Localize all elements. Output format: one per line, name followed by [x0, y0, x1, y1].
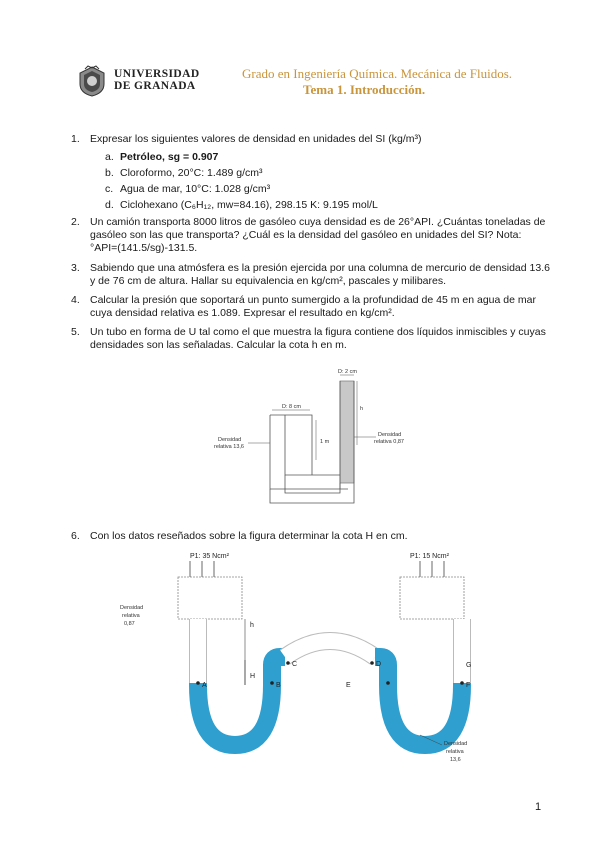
course-title: Grado en Ingeniería Química. Mecánica de Fluidos. [242, 66, 513, 81]
top-width-label: D: 2 cm [338, 369, 357, 375]
H-label: H [250, 673, 256, 680]
university-name [114, 68, 200, 92]
h-label: h [250, 622, 254, 629]
q6-text: Con los datos reseñados sobre la figura determinar la cota H en cm. [90, 530, 408, 542]
q1c-letter: c. [105, 183, 114, 195]
left-width-label: D: 8 cm [282, 404, 301, 410]
height-1m-label: 1 m [320, 439, 330, 445]
q2-number: 2. [71, 216, 80, 228]
figure-u-tube [200, 365, 404, 505]
p1-right-label: P1: 15 Ncm² [410, 553, 449, 560]
university-line1: UNIVERSIDAD [114, 68, 200, 80]
q2-line3: °API=(141.5/sg)-131.5. [90, 242, 198, 254]
point-E: E [346, 682, 351, 689]
left-tank [178, 577, 242, 619]
q3-line2: y de 76 cm de altura. Hallar su equivalencia en kg/cm², pascales y milibares. [90, 275, 446, 287]
q4-number: 4. [71, 294, 80, 306]
bottom-density-l3: 13,6 [450, 757, 461, 763]
q5-number: 5. [71, 326, 80, 338]
figure-double-u-tube [80, 545, 510, 775]
q1d-text: Ciclohexano (C₆H₁₂, mw=84.16), 298.15 K: 9.195 mol/L [120, 199, 378, 211]
point-F: F [466, 682, 471, 689]
q1c-text: Agua de mar, 10°C: 1.028 g/cm³ [120, 183, 271, 195]
left-density-l1: Densidad [120, 605, 144, 611]
left-density-l2: relativa 13,6 [214, 444, 244, 450]
q3-number: 3. [71, 262, 80, 274]
right-tube-fill [340, 381, 354, 483]
university-line2: DE GRANADA [114, 80, 196, 92]
left-pressure-arrows [190, 561, 214, 577]
left-u-mercury [198, 657, 285, 745]
q1b-letter: b. [105, 167, 114, 179]
q2-line1: Un camión transporta 8000 litros de gasóleo cuya densidad es de 26°API. ¿Cuántas toneladas de [90, 216, 546, 228]
q1d-letter: d. [105, 199, 114, 211]
q2-line2: gasóleo son las que transporta? ¿Cuál es la densidad del gasóleo en unidades del SI? Nota: [90, 229, 522, 241]
q5-line1: Un tubo en forma de U tal como el que muestra la figura contiene dos líquidos inmiscibles y cuyas [90, 326, 546, 338]
p1-left-label: P1: 35 Ncm² [190, 553, 229, 560]
left-density-l2: relativa [122, 613, 140, 619]
right-pressure-arrows [420, 561, 444, 577]
university-logo [75, 64, 225, 98]
bottom-density-l1: Densidad [444, 741, 468, 747]
q5-line2: densidades son las señaladas. Calcular la cota h en m. [90, 339, 347, 351]
point-A: A [202, 682, 207, 689]
granada-crest-icon [75, 64, 109, 98]
q3-line1: Sabiendo que una atmósfera es la presión ejercida por una columna de mercurio de densidad 13.6 [90, 262, 550, 274]
tema-title: Tema 1. Introducción. [303, 82, 426, 97]
q4-line2: cuya densidad relativa es 1.089. Expresar el resultado en kg/cm². [90, 307, 395, 319]
h-label: h [360, 406, 364, 412]
page-number: 1 [535, 801, 542, 813]
q6-number: 6. [71, 530, 80, 542]
point-B: B [276, 682, 281, 689]
q1-text: Expresar los siguientes valores de densidad en unidades del SI (kg/m³) [90, 133, 422, 145]
q1a-text: Petróleo, sg = 0.907 [120, 151, 219, 163]
right-density-l1: Densidad [378, 432, 402, 438]
left-density-l3: 0,87 [124, 621, 135, 627]
q1b-text: Cloroformo, 20°C: 1.489 g/cm³ [120, 167, 263, 179]
right-density-l2: relativa 0,87 [374, 439, 404, 445]
q1-number: 1. [71, 133, 80, 145]
bottom-density-l2: relativa [446, 749, 464, 755]
q1a-letter: a. [105, 151, 114, 163]
left-tube-outer [270, 415, 348, 489]
right-tank [400, 577, 464, 619]
right-u-mercury [375, 657, 462, 745]
point-G: G [466, 662, 472, 669]
point-C: C [292, 661, 298, 668]
left-density-l1: Densidad [218, 437, 242, 443]
left-tube-top [270, 415, 312, 475]
q4-line1: Calcular la presión que soportará un punto sumergido a la profundidad de 45 m en agua de mar [90, 294, 536, 306]
point-D: D [376, 661, 382, 668]
